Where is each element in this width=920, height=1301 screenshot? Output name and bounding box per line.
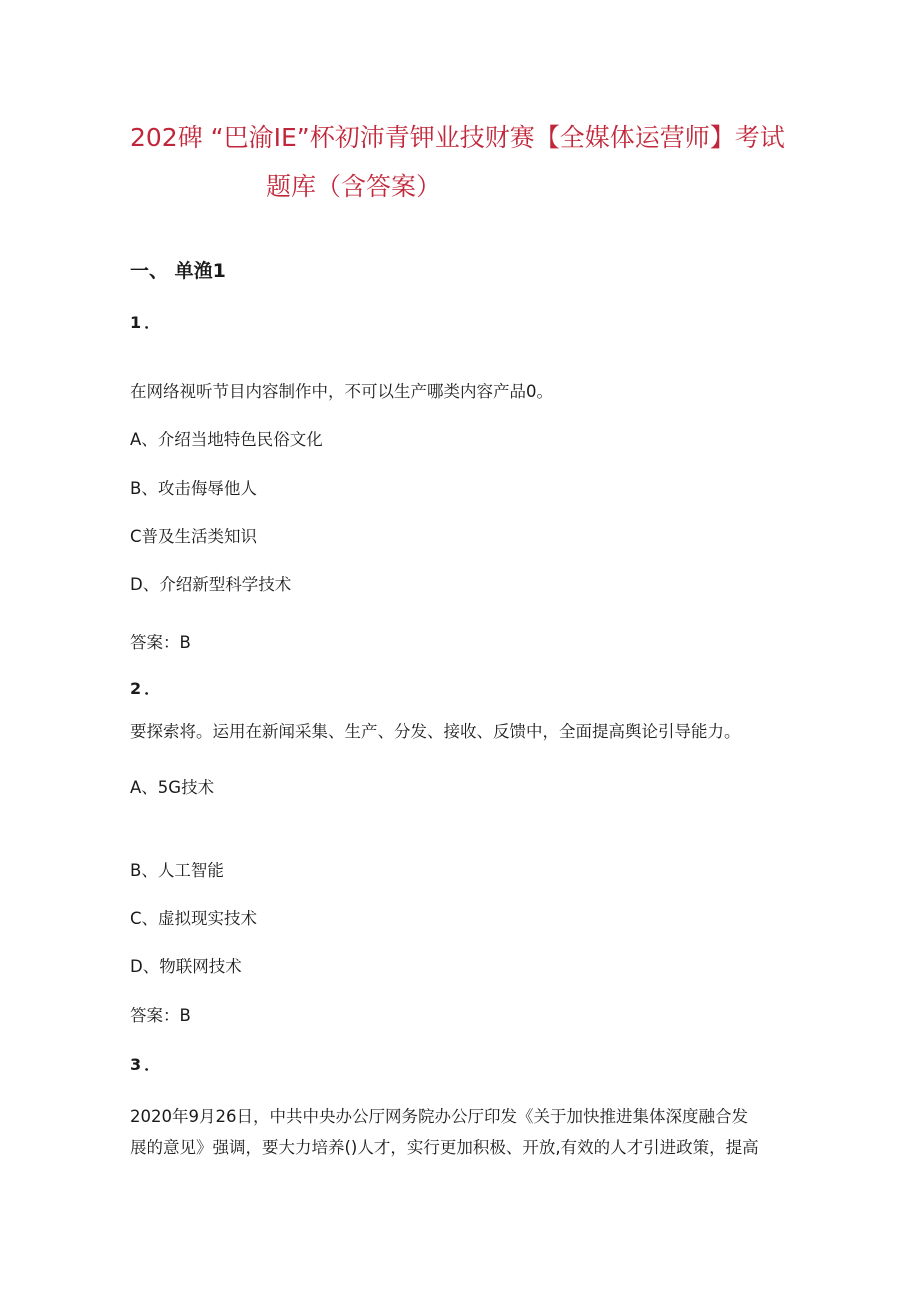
document-title-line-1: 202碑 “巴渝IE”杯初沛青钾业技财赛【全媒体运营师】考试 — [130, 123, 785, 152]
question-2-option-b: B、人工智能 — [130, 861, 224, 880]
question-1-option-a: A、介绍当地特色民俗文化 — [130, 430, 323, 449]
section-heading: 一、 单渔1 — [130, 260, 226, 282]
question-2-answer: 答案：B — [130, 1006, 191, 1025]
question-2-number: 2． — [130, 679, 164, 698]
question-3-number: 3． — [130, 1055, 164, 1074]
question-1-stem: 在网络视听节目内容制作中，不可以生产哪类内容产品0。 — [130, 382, 553, 401]
document-title-line-2: 题库（含答案） — [266, 172, 442, 201]
question-1-number: 1． — [130, 313, 164, 332]
question-2-option-a: A、5G技术 — [130, 778, 215, 797]
question-1-option-d: D、介绍新型科学技术 — [130, 575, 292, 594]
question-2-option-c: C、虚拟现实技术 — [130, 909, 258, 928]
question-3-stem-line-2: 展的意见》强调，要大力培养()人才，实行更加积极、开放,有效的人才引进政策，提高 — [130, 1138, 759, 1157]
question-1-answer: 答案：B — [130, 633, 191, 652]
question-2-option-d: D、物联网技术 — [130, 957, 242, 976]
question-3-stem-line-1: 2020年9月26日，中共中央办公厅网务院办公厅印发《关于加快推进集体深度融合发 — [130, 1107, 748, 1126]
question-1-option-c: C普及生活类知识 — [130, 527, 258, 546]
question-2-stem: 要探索将。运用在新闻采集、生产、分发、接收、反馈中，全面提高舆论引导能力。 — [130, 722, 741, 741]
question-1-option-b: B、攻击侮辱他人 — [130, 479, 257, 498]
